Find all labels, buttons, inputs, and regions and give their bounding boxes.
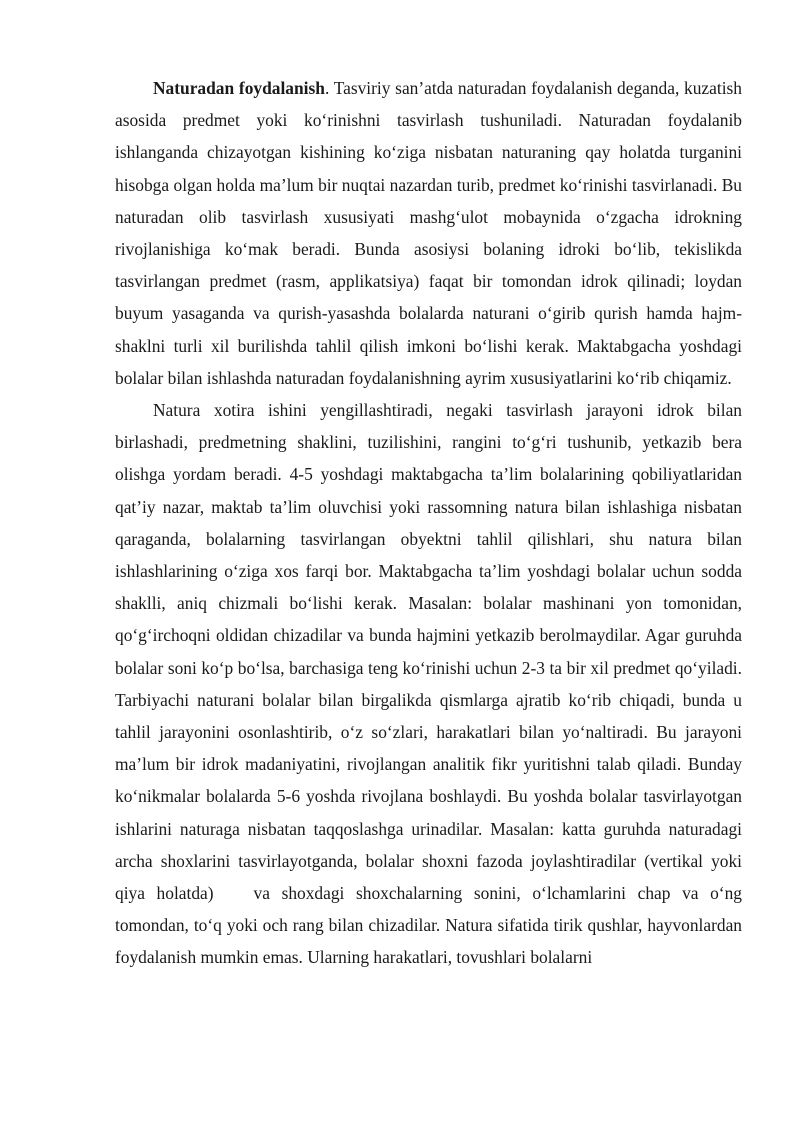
paragraph-term: Naturadan foydalanish	[153, 78, 325, 98]
paragraph-text: . Tasviriy san’atda naturadan foydalanish deganda, kuzatish asosida predmet yoki ko‘rinishni tasvirlash tushuniladi. Naturadan foydalanib ishlanganda chizayotgan kishining ko‘ziga nisbatan naturaning qay holatda turganini hisobga olgan holda ma’lum bir nuqtai nazardan turib, predmet ko‘rinishi tasvirlanadi. Bu naturadan olib tasvirlash xususiyati mashg‘ulot mobaynida o‘zgacha idrokning rivojlanishiga ko‘mak beradi. Bunda asosiysi bolaning idroki bo‘lib, tekislikda tasvirlangan predmet (rasm, applikatsiya) faqat bir tomondan idrok qilinadi; loydan buyum yasaganda va qurish-yasashda bolalarda naturani o‘girib qurish hamda hajm-shaklni turli xil burilishda tahlil qilish imkoni bo‘lishi kerak. Maktabgacha yoshdagi bolalar bilan ishlashda naturadan foydalanishning ayrim xususiyatlarini ko‘rib chiqamiz.	[115, 78, 743, 388]
body-text	[115, 72, 742, 974]
paragraph-naturadan-foydalanish	[115, 72, 742, 394]
paragraph-text-part-1: Natura xotira ishini yengillashtiradi, negaki tasvirlash jarayoni idrok bilan birlashadi, predmetning shaklini, tuzilishini, rangini to‘g‘ri tushunib, yetkazib bera olishga yordam beradi. 4-5 yoshdagi maktabgacha ta’lim bolalarining qobiliyatlaridan qat’iy nazar, maktab ta’lim oluvchisi yoki rassomning natura bilan ishlashiga nisbatan qaraganda, bolalarning tasvirlangan obyektni tahlil qilishlari, shu natura bilan ishlashlarining o‘ziga xos farqi bor. Maktabgacha ta’lim yoshdagi bolalar uchun sodda shaklli, aniq chizmali bo‘lishi kerak. Masalan: bolalar mashinani yon tomonidan, qo‘g‘irchoqni oldidan chizadilar va bunda hajmini yetkazib berolmaydilar. Agar guruhda bolalar soni ko‘p bo‘lsa, barchasiga teng ko‘rinishi uchun 2-3 ta bir xil predmet qo‘yiladi. Tarbiyachi naturani bolalar bilan birgalikda qismlarga ajratib ko‘rib chiqadi, bunda u tahlil jarayonini osonlashtirib, o‘z so‘zlari, harakatlari bilan yo‘naltiradi. Bu jarayoni ma’lum bir idrok madaniyatini, rivojlangan analitik fikr yuritishni talab qiladi. Bunday ko‘nikmalar bolalarda 5-6 yoshda rivojlana boshlaydi. Bu yoshda bolalar tasvirlayotgan ishlarini naturaga nisbatan taqqoslashga urinadilar. Masalan: katta guruhda naturadagi archa shoxlarini tasvirlayotganda, bolalar shoxni fazoda joylashtiradilar (vertikal yoki qiya holatda)	[115, 400, 742, 904]
paragraph-natura-xotira	[115, 394, 742, 974]
paragraph-text-part-2: va shoxdagi shoxchalarning sonini, o‘lchamlarini chap va o‘ng tomondan, to‘q yoki och rang bilan chizadilar. Natura sifatida tirik qushlar, hayvonlardan foydalanish mumkin emas. Ularning harakatlari, tovushlari bolalarni	[115, 883, 742, 968]
